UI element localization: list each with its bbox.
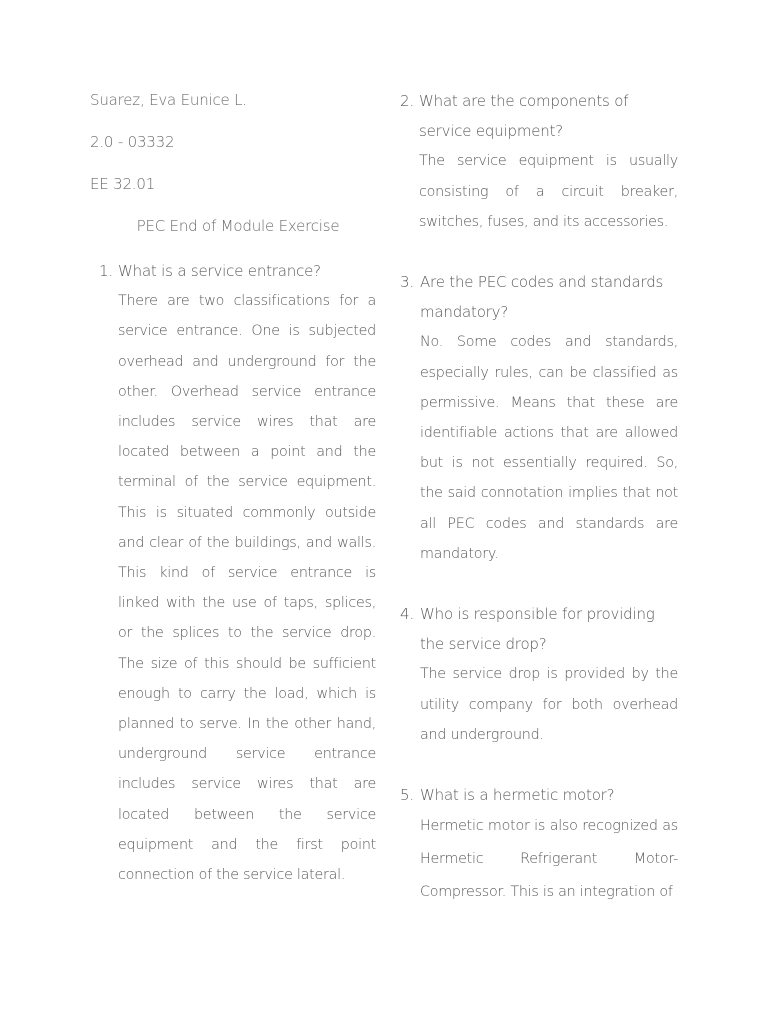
answer-text: The service drop is provided by the utility company for both overhead and underground. [420, 666, 678, 743]
answer-text: The service equipment is usually consisting of a circuit breaker, switches, fuses, and its accessories. [419, 153, 678, 230]
question-item-5 [400, 780, 678, 909]
question-number: 1. [99, 262, 113, 280]
question-text: What is a service entrance? [118, 262, 321, 280]
question-item-2 [400, 86, 678, 237]
question-text: What is a hermetic motor? [420, 786, 615, 805]
question-number: 2. [400, 92, 414, 110]
question-item-3 [400, 267, 678, 569]
course-code: EE 32.01 [90, 175, 156, 193]
answer-text: There are two classifications for a service entrance. One is subjected overhead and underground for the other. Overhead service entrance includes service wires that are located between a point and the terminal of the service equipment. This is situated commonly outside and clear of the buildings, and walls. This kind of service entrance is linked with the use of taps, splices, or the splices to the service drop. The size of this should be sufficient enough to carry the load, which is planned to serve. In the other hand, underground service entrance includes service wires that are located between the service equipment and the first point connection of the service lateral. [118, 293, 376, 884]
question-item-4 [400, 599, 678, 750]
question-text: What are the components of service equipment? [419, 92, 629, 141]
question-number: 5. [400, 786, 414, 805]
answer-text: Hermetic motor is also recognized as Hermetic Refrigerant Motor-Compressor. This is an integration of [420, 818, 678, 901]
right-column [400, 86, 678, 909]
student-id: 2.0 - 03332 [90, 133, 175, 151]
question-number: 3. [400, 273, 414, 292]
question-text: Who is responsible for providing the service drop? [420, 605, 655, 654]
document-title: PEC End of Module Exercise [136, 217, 340, 235]
question-text: Are the PEC codes and standards mandatory? [420, 273, 664, 322]
question-number: 4. [400, 605, 414, 624]
answer-text: No. Some codes and standards, especially rules, can be classified as permissive. Means that these are identifiable actions that are allowed but is not essentially required. So, the said connotation implies that not all PEC codes and standards are mandatory. [420, 334, 678, 562]
question-item-1 [90, 256, 376, 890]
student-name: Suarez, Eva Eunice L. [90, 91, 247, 109]
left-column [90, 86, 376, 890]
